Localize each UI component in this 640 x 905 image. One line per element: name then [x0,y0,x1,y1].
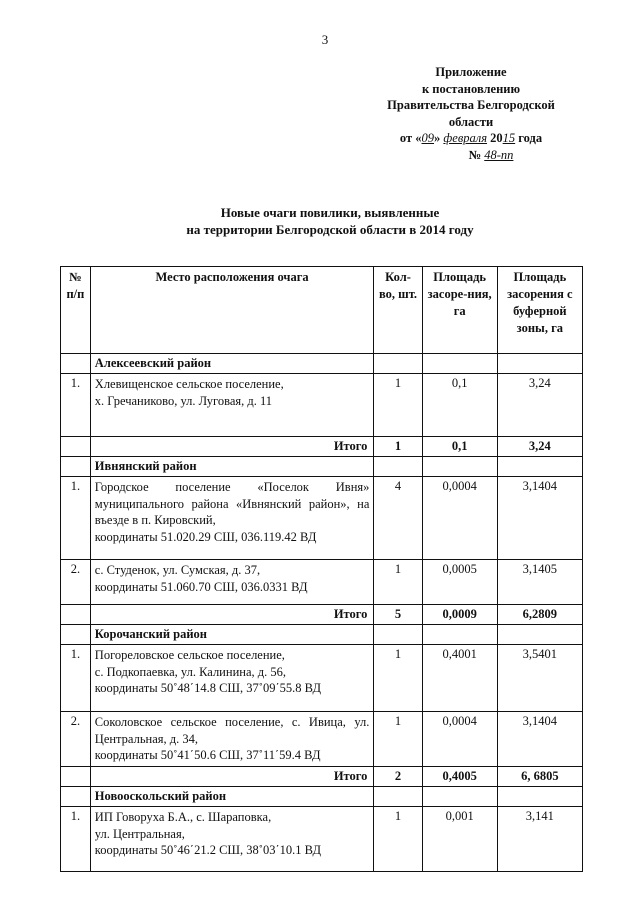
table-row [61,560,583,605]
header-qty: Кол-во, шт. [374,267,422,354]
total-num-cell [61,767,91,787]
row-num: 1. [61,807,91,872]
date-prefix: от « [399,131,422,145]
row-buffer: 3,1405 [497,560,582,605]
row-qty: 1 [374,374,422,437]
district-empty-cell [497,354,582,374]
row-qty: 1 [374,712,422,767]
district-name: Ивнянский район [90,457,374,477]
total-num-cell [61,605,91,625]
title-line1: Новые очаги повилики, выявленные [220,205,440,220]
row-num: 1. [61,374,91,437]
table-row [61,807,583,872]
district-empty-cell [497,457,582,477]
total-qty: 5 [374,605,422,625]
row-num: 2. [61,560,91,605]
row-buffer: 3,141 [497,807,582,872]
district-empty-cell [422,787,497,807]
district-num-cell [61,787,91,807]
appendix-line4: области [448,114,494,129]
row-qty: 1 [374,807,422,872]
appendix-block [360,64,582,163]
date-month: февраля [443,131,488,145]
row-place: ИП Говоруха Б.А., с. Шараповка, ул. Центральная, координаты 50˚46΄21.2 СШ, 38˚03΄10.1 ВД [90,807,374,872]
total-qty: 2 [374,767,422,787]
title-line2: на территории Белгородской области в 2014 году [186,222,474,237]
district-empty-cell [422,457,497,477]
district-row [61,625,583,645]
date-year-a: 20 [487,131,503,145]
appendix-date [360,130,582,147]
district-empty-cell [497,625,582,645]
number-value: 48-пп [484,147,514,162]
header-buffer: Площадь засорения с буферной зоны, га [497,267,582,354]
row-place: Погореловское сельское поселение, с. Подкопаевка, ул. Калинина, д. 56, координаты 50˚48΄14.8 СШ, 37˚09΄55.8 ВД [90,645,374,712]
row-place: с. Студенок, ул. Сумская, д. 37, координаты 51.060.70 СШ, 036.0331 ВД [90,560,374,605]
district-row [61,787,583,807]
district-num-cell [61,457,91,477]
table-row [61,477,583,560]
row-area: 0,0004 [422,477,497,560]
row-qty: 1 [374,560,422,605]
row-area: 0,1 [422,374,497,437]
row-num: 2. [61,712,91,767]
row-qty: 4 [374,477,422,560]
district-empty-cell [422,354,497,374]
table-row [61,712,583,767]
row-buffer: 3,24 [497,374,582,437]
document-title [120,204,540,238]
total-label: Итого [90,605,374,625]
row-buffer: 3,1404 [497,477,582,560]
appendix-line2: к постановлению [421,81,521,96]
row-place: Соколовское сельское поселение, с. Ивица, ул. Центральная, д. 34, координаты 50˚41΄50.6 СШ, 37˚11΄59.4 ВД [90,712,374,767]
total-buffer: 3,24 [497,437,582,457]
row-qty: 1 [374,645,422,712]
date-day: 09 [421,131,435,145]
row-num: 1. [61,645,91,712]
total-qty: 1 [374,437,422,457]
header-area: Площадь засоре-ния, га [422,267,497,354]
district-empty-cell [497,787,582,807]
total-row [61,605,583,625]
district-row [61,457,583,477]
total-row [61,437,583,457]
date-mid: » [434,131,444,145]
date-suffix: года [515,131,543,145]
row-area: 0,4001 [422,645,497,712]
table-header-row [61,267,583,354]
foci-table [60,266,583,872]
district-empty-cell [374,457,422,477]
appendix-line1: Приложение [435,65,507,79]
appendix-line3: Правительства Белгородской [387,98,555,112]
row-place: Городское поселение «Поселок Ивня» муниципального района «Ивнянский район», на въезде в п. Кировский, координаты 51.020.29 СШ, 036.119.42 ВД [90,477,374,560]
header-place: Место расположения очага [90,267,374,354]
row-place: Хлевищенское сельское поселение, х. Гречаниково, ул. Луговая, д. 11 [90,374,374,437]
district-empty-cell [374,354,422,374]
total-area: 0,0009 [422,605,497,625]
district-empty-cell [374,787,422,807]
row-num: 1. [61,477,91,560]
row-area: 0,0005 [422,560,497,605]
district-row [61,354,583,374]
total-buffer: 6,2809 [497,605,582,625]
table-row [61,374,583,437]
appendix-number [360,147,582,164]
row-area: 0,001 [422,807,497,872]
header-num: № п/п [61,267,91,354]
district-name: Новооскольский район [90,787,374,807]
total-row [61,767,583,787]
district-num-cell [61,354,91,374]
total-label: Итого [90,437,374,457]
total-area: 0,1 [422,437,497,457]
page-number: 3 [321,32,329,47]
total-label: Итого [90,767,374,787]
district-empty-cell [422,625,497,645]
date-year-b: 15 [502,131,516,145]
district-name: Корочанский район [90,625,374,645]
row-buffer: 3,5401 [497,645,582,712]
total-buffer: 6, 6805 [497,767,582,787]
district-num-cell [61,625,91,645]
total-area: 0,4005 [422,767,497,787]
total-num-cell [61,437,91,457]
district-name: Алексеевский район [90,354,374,374]
district-empty-cell [374,625,422,645]
row-area: 0,0004 [422,712,497,767]
table-row [61,645,583,712]
number-prefix: № [468,147,485,162]
row-buffer: 3,1404 [497,712,582,767]
